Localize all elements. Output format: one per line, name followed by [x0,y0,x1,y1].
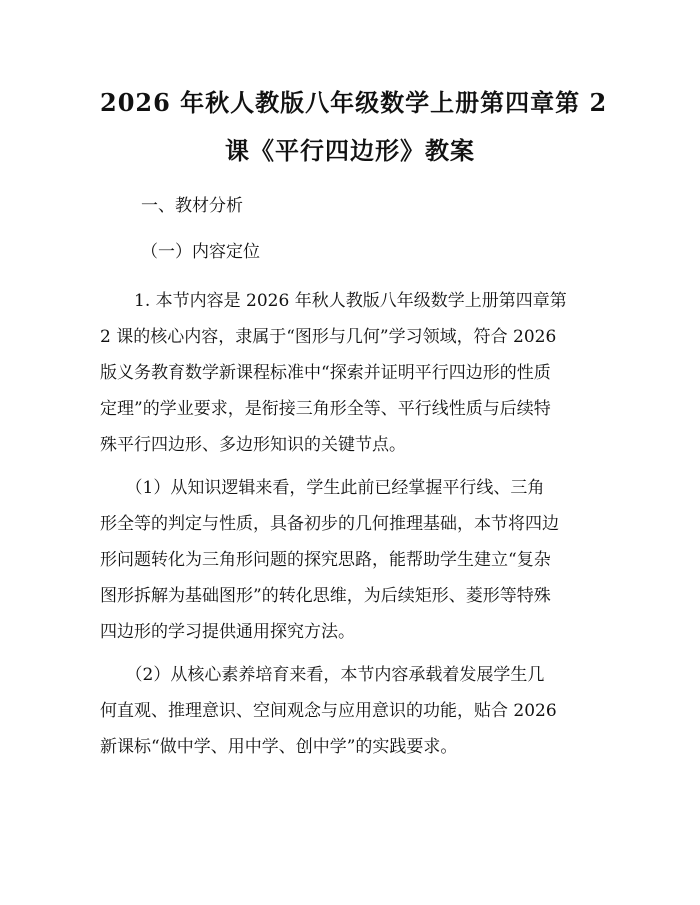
document-title-line-1: 2026 年秋人教版八年级数学上册第四章第 2 [100,88,608,117]
paragraph-line: 形全等的判定与性质，具备初步的几何推理基础，本节将四边 [100,514,559,534]
paragraph-line: 何直观、推理意识、空间观念与应用意识的功能，贴合 2026 [100,701,557,721]
paragraph-line: 定理”的学业要求，是衔接三角形全等、平行线性质与后续特 [100,399,551,419]
paragraph-line: 新课标“做中学、用中学、创中学”的实践要求。 [100,737,458,757]
paragraph-line: 1. 本节内容是 2026 年秋人教版八年级数学上册第四章第 [100,291,567,311]
paragraph-line: （1）从知识逻辑来看，学生此前已经掌握平行线、三角 [100,478,545,498]
paragraph-line: 四边形的学习提供通用探究方法。 [100,622,355,642]
paragraph-1 [100,283,600,463]
paragraph-line: 形问题转化为三角形问题的探究思路，能帮助学生建立“复杂 [100,550,551,570]
section-heading: 一、教材分析 [141,196,243,216]
paragraph-line: （2）从核心素养培育来看，本节内容承载着发展学生几 [100,665,545,685]
paragraph-2 [100,470,600,650]
document-title-line-2: 课《平行四边形》教案 [225,136,475,165]
paragraph-3 [100,657,600,765]
paragraph-line: 图形拆解为基础图形”的转化思维，为后续矩形、菱形等特殊 [100,586,551,606]
paragraph-line: 版义务教育数学新课程标准中“探索并证明平行四边形的性质 [100,363,551,383]
subsection-heading: （一）内容定位 [141,242,260,262]
paragraph-line: 2 课的核心内容，隶属于“图形与几何”学习领域，符合 2026 [100,327,557,347]
paragraph-line: 殊平行四边形、多边形知识的关键节点。 [100,435,406,455]
